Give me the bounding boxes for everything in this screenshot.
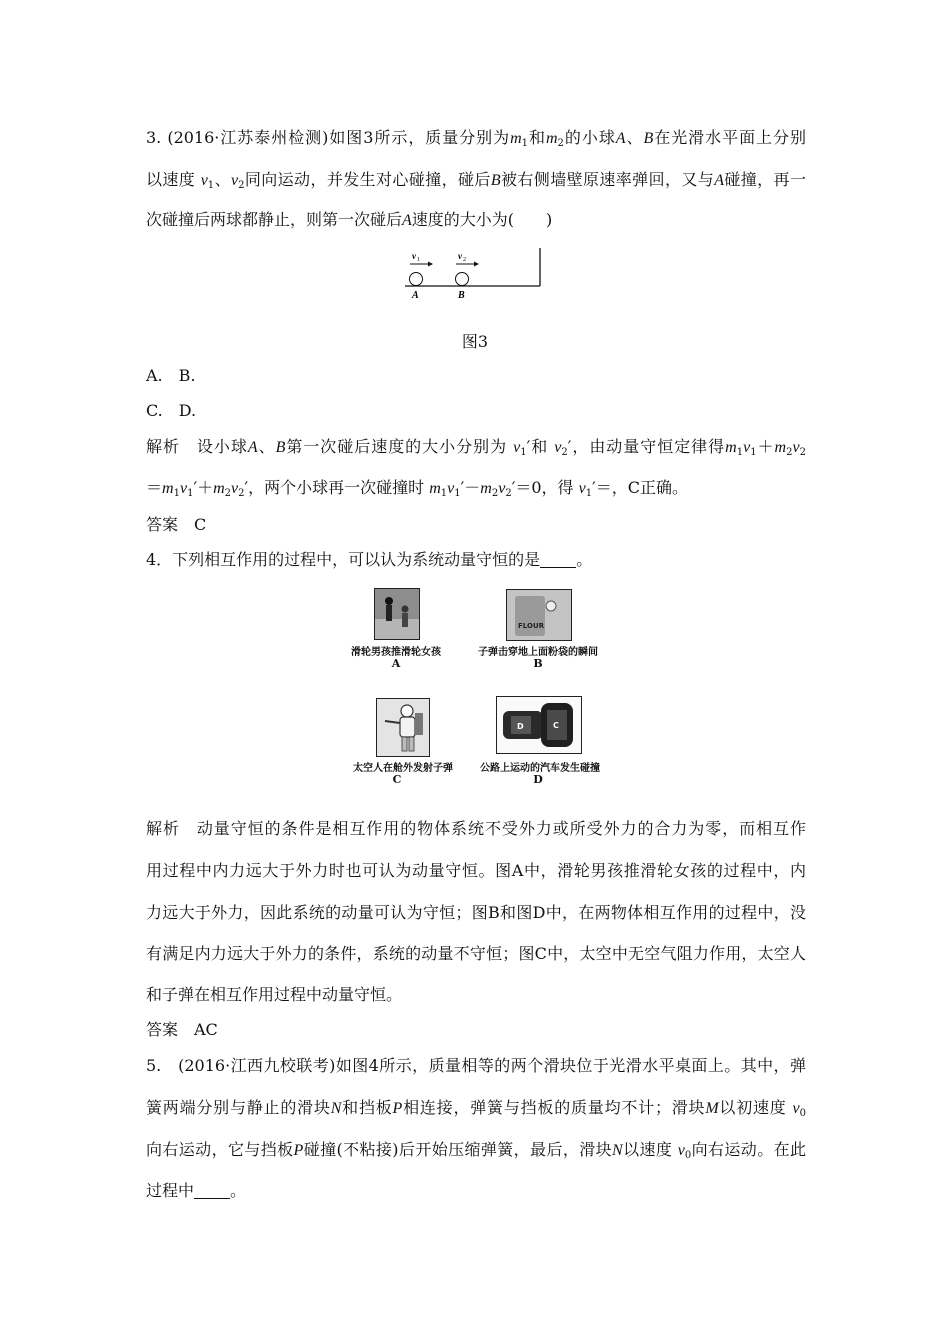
v2-label: v: [458, 251, 462, 261]
q5-line-2: 簧两端分别与静止的滑块N和挡板P相连接，弹簧与挡板的质量均不计；滑块M以初速度 $v_0$: [146, 1098, 806, 1119]
picture-c-astronaut: [376, 698, 430, 757]
q5-line-1: 5. (2016·江西九校联考)如图4所示，质量相等的两个滑块位于光滑水平桌面上。其中，弹: [146, 1056, 806, 1075]
q4-solution-line-4: 有满足内力远大于外力的条件，系统的动量不守恒；图C中，太空中无空气阻力作用，太空人: [146, 944, 806, 963]
q4-solution-line-3: 力远大于外力，因此系统的动量可认为守恒；图B和图D中，在两物体相互作用的过程中，没: [146, 903, 806, 922]
picture-b-caption: 子弹击穿地上面粉袋的瞬间: [478, 647, 598, 658]
q3-answer: 答案 C: [146, 515, 207, 534]
svg-text:2: 2: [463, 257, 466, 263]
q5-line-3: 向右运动，它与挡板P碰撞(不粘接)后开始压缩弹簧，最后，滑块N以速度 $v_0$向右运动。在此: [146, 1140, 806, 1161]
picture-b-letter: B: [533, 657, 543, 670]
q3-line-2: 以速度 $v_1$、$v_2$同向运动，并发生对心碰撞，碰后B被右侧墙壁原速率弹回，又与A碰撞，再一: [146, 170, 806, 191]
picture-a-caption: 滑轮男孩推滑轮女孩: [351, 647, 441, 658]
picture-d-caption: 公路上运动的汽车发生碰撞: [480, 763, 600, 774]
q5-line-4: 过程中 。: [146, 1181, 247, 1200]
q4-answer: 答案 AC: [146, 1020, 218, 1039]
picture-d-letter: D: [533, 773, 543, 786]
q4-solution-line-5: 和子弹在相互作用过程中动量守恒。: [146, 985, 403, 1004]
q4-solution-line-1: 解析 动量守恒的条件是相互作用的物体系统不受外力或所受外力的合力为零，而相互作: [146, 819, 806, 838]
figure-3-diagram: [400, 246, 550, 306]
car-c-label: C: [553, 721, 559, 730]
picture-a-skaters: [374, 588, 420, 640]
q4-solution-line-2: 用过程中内力远大于外力时也可认为动量守恒。图A中，滑轮男孩推滑轮女孩的过程中，内: [146, 861, 806, 880]
q3-line-1: 3. (2016·江苏泰州检测)如图3所示，质量分别为$m_1$和$m_2$的小球A、B在光滑水平面上分别: [146, 128, 806, 149]
ball-a-label: A: [412, 290, 419, 301]
figure-3-caption: 图3: [461, 332, 489, 351]
picture-d-car-collision: [496, 696, 582, 754]
picture-b-flour-bag: [506, 589, 572, 641]
q3-solution-line-2: $=m_1v_1'+m_2v_2'$，两个小球再一次碰撞时 $m_1v_1'-m_2v_2'=0$，得 $v_1'=$，C正确。: [146, 478, 689, 499]
answer-blank: [540, 553, 576, 568]
ball-b: [456, 273, 469, 286]
q3-options-ab: A. B.: [146, 366, 196, 385]
ball-a: [410, 273, 423, 286]
q3-options-cd: C. D.: [146, 401, 197, 420]
car-d-label: D: [517, 722, 524, 731]
picture-c-letter: C: [392, 773, 402, 786]
q4-title: 4．下列相互作用的过程中，可以认为系统动量守恒的是 。: [146, 550, 593, 569]
picture-c-caption: 太空人在舱外发射子弹: [353, 763, 453, 774]
q3-solution-line-1: 解析 设小球A、B第一次碰后速度的大小分别为 $v_1'$和 $v_2'$，由动量守恒定律得$m_1v_1+m_2v_2$: [146, 437, 806, 458]
ball-b-label: B: [458, 290, 465, 301]
v1-label: v: [412, 251, 416, 261]
flour-label: FLOUR: [518, 622, 545, 630]
q3-line-3: 次碰撞后两球都静止，则第一次碰后A速度的大小为( ): [146, 210, 553, 229]
answer-blank: [194, 1184, 230, 1199]
picture-a-letter: A: [391, 657, 401, 670]
svg-text:1: 1: [417, 257, 420, 263]
